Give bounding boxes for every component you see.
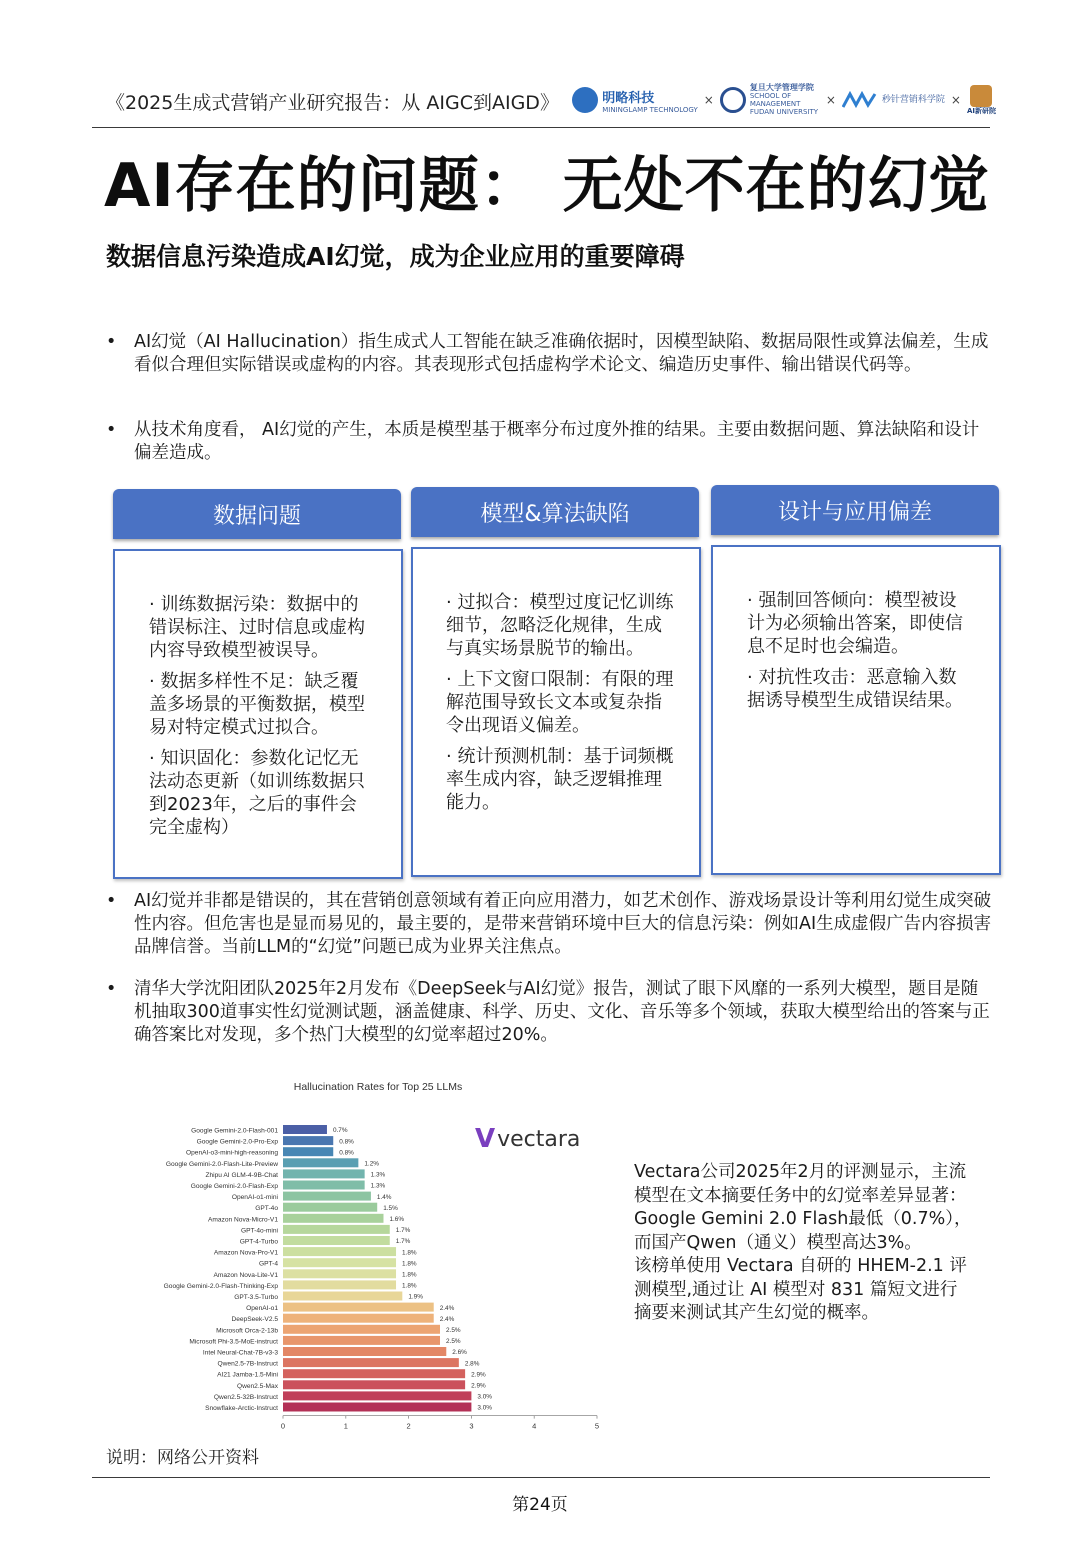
bar-category-label: Qwen2.5-Max — [236, 1382, 278, 1390]
bar-value-label: 3.0% — [477, 1393, 492, 1401]
x-tick-label: 3 — [469, 1421, 474, 1431]
column-header-data: 数据问题 — [113, 489, 401, 539]
bullet-impact — [106, 890, 992, 959]
bar-category-label: Google Gemini-2.0-Pro-Exp — [196, 1138, 278, 1146]
bullet-cause — [106, 419, 992, 465]
bar — [283, 1292, 402, 1301]
miaozhen-wave-icon — [842, 91, 878, 109]
report-title: 《2025生成式营销产业研究报告：从 AIGC到AIGD》 — [106, 92, 559, 114]
mingluo-sub: MININGLAMP TECHNOLOGY — [602, 105, 698, 114]
column-header-design: 设计与应用偏差 — [711, 485, 999, 535]
vectara-v-icon: V — [475, 1124, 496, 1154]
bar-category-label: Amazon Nova-Lite-V1 — [213, 1271, 278, 1279]
bar-category-label: Zhipu AI GLM-4-9B-Chat — [205, 1171, 278, 1179]
bar — [283, 1136, 333, 1145]
column-item: · 训练数据污染：数据中的错误标注、过时信息或虚构内容导致模型被误导。 — [149, 594, 365, 661]
bar — [283, 1236, 390, 1245]
bar-value-label: 1.2% — [364, 1160, 379, 1168]
bar-category-label: GPT-4 — [258, 1260, 278, 1268]
bullet-definition — [106, 331, 992, 377]
bar — [283, 1380, 465, 1389]
bar-value-label: 1.7% — [395, 1227, 411, 1235]
bar-category-label: GPT-3.5-Turbo — [234, 1294, 278, 1301]
chart-title: Hallucination Rates for Top 25 LLMs — [293, 1081, 463, 1093]
bar-category-label: Qwen2.5-7B-Instruct — [217, 1360, 278, 1368]
bar-category-label: GPT-4o-mini — [240, 1227, 278, 1235]
bar — [283, 1247, 396, 1256]
vectara-wordmark: vectara — [497, 1126, 581, 1152]
bar — [283, 1258, 396, 1267]
bullet-dot: • — [106, 891, 117, 911]
column-item: · 对抗性攻击：恶意输入数据诱导模型生成错误结果。 — [747, 667, 963, 711]
bar-category-label: Snowflake-Arctic-Instruct — [205, 1405, 278, 1412]
bar — [283, 1214, 383, 1223]
bar — [283, 1181, 365, 1190]
page-number: 第24页 — [512, 1495, 568, 1515]
bullet-study — [106, 978, 992, 1047]
bar-value-label: 1.3% — [370, 1171, 386, 1179]
bar — [283, 1391, 471, 1400]
miaozhen-logo — [842, 91, 945, 109]
bar-category-label: Microsoft Phi-3.5-MoE-instruct — [189, 1338, 278, 1346]
header-divider — [92, 127, 990, 128]
bar-value-label: 1.8% — [402, 1282, 417, 1290]
bar — [283, 1158, 358, 1167]
bar-category-label: Intel Neural-Chat-7B-v3-3 — [202, 1349, 278, 1357]
fudan-logo — [720, 84, 820, 116]
column-item: · 过拟合：模型过度记忆训练细节，忽略泛化规律，生成与真实场景脱节的输出。 — [446, 592, 674, 659]
bar — [283, 1147, 333, 1156]
source-caption: 说明：网络公开资料 — [106, 1448, 259, 1468]
bar — [283, 1203, 377, 1212]
bullet-text: AI幻觉（AI Hallucination）指生成式人工智能在缺乏准确依据时，因模型缺陷、数据局限性或算法偏差，生成看似合理但实际错误或虚构的内容。其表现形式包括虚构学术论文、编造历史事件、输出错误代码等。 — [134, 332, 989, 375]
bar — [283, 1314, 434, 1323]
bar — [283, 1169, 365, 1178]
bar-value-label: 2.4% — [439, 1304, 455, 1312]
x-tick-label: 4 — [532, 1421, 537, 1431]
x-tick-label: 0 — [280, 1421, 286, 1431]
fudan-sub: SCHOOL OF MANAGEMENT FUDAN UNIVERSITY — [749, 92, 819, 116]
bar-category-label: Google Gemini-2.0-Flash-Exp — [190, 1183, 278, 1190]
bar-value-label: 2.9% — [471, 1382, 486, 1390]
bar-category-label: DeepSeek-V2.5 — [231, 1316, 278, 1324]
ai-institute-mark-icon — [970, 85, 992, 107]
column-item: · 统计预测机制：基于词频概率生成内容，缺乏逻辑推理能力。 — [446, 746, 674, 813]
bullet-dot: • — [106, 420, 117, 440]
mingluo-mark-icon — [572, 87, 598, 113]
bar-category-label: AI21 Jamba-1.5-Mini — [217, 1371, 278, 1379]
bar-value-label: 2.6% — [452, 1349, 467, 1357]
times-separator: × — [825, 93, 836, 107]
bar-value-label: 3.0% — [477, 1404, 492, 1412]
bar-value-label: 1.8% — [402, 1249, 417, 1257]
ai-institute-logo — [967, 85, 996, 115]
bar — [283, 1125, 327, 1134]
fudan-seal-icon — [720, 87, 746, 113]
bar-value-label: 1.9% — [408, 1293, 423, 1301]
bar — [283, 1303, 434, 1312]
bullet-text: 清华大学沈阳团队2025年2月发布《DeepSeek与AI幻觉》报告，测试了眼下风靡的一系列大模型，题目是随机抽取300道事实性幻觉测试题，涵盖健康、科学、历史、文化、音乐等多个领域，获取大模型给出的答案与正确答案比对发现，多个热门大模型的幻觉率超过20%。 — [134, 979, 990, 1045]
bar-value-label: 0.8% — [339, 1138, 354, 1146]
column-box-data — [113, 549, 403, 879]
partner-logos — [572, 84, 996, 116]
x-tick-label: 1 — [343, 1421, 348, 1431]
vectara-note-para: Vectara公司2025年2月的评测显示，主流模型在文本摘要任务中的幻觉率差异显著：Google Gemini 2.0 Flash最低（0.7%），而国产Qwen（通义）模型高达3%。 — [634, 1162, 972, 1253]
bar-value-label: 1.6% — [389, 1216, 405, 1223]
bar-value-label: 1.8% — [402, 1271, 417, 1279]
bar — [283, 1358, 459, 1367]
bar-value-label: 2.9% — [471, 1371, 486, 1379]
column-item: · 知识固化：参数化记忆无法动态更新（如训练数据只到2023年，之后的事件会完全虚构） — [149, 748, 365, 838]
bar-value-label: 2.5% — [446, 1338, 461, 1346]
vectara-logo — [475, 1124, 580, 1154]
bar-category-label: Amazon Nova-Micro-V1 — [208, 1216, 278, 1224]
bar-value-label: 2.4% — [439, 1315, 455, 1323]
bullet-dot: • — [106, 979, 117, 999]
x-tick-label: 2 — [406, 1421, 411, 1431]
page-subtitle: 数据信息污染造成AI幻觉，成为企业应用的重要障碍 — [106, 242, 685, 271]
bar — [283, 1269, 396, 1278]
bullet-dot: • — [106, 332, 117, 352]
bar-value-label: 2.8% — [464, 1360, 480, 1368]
footer-divider — [92, 1477, 990, 1478]
bar-category-label: Google Gemini-2.0-Flash-001 — [191, 1127, 278, 1135]
bar — [283, 1325, 440, 1334]
bar-value-label: 1.5% — [383, 1204, 398, 1212]
ai-institute-name: AI新研院 — [966, 107, 996, 115]
bar — [283, 1280, 396, 1289]
bar — [283, 1369, 465, 1378]
bar — [283, 1403, 471, 1412]
bar-value-label: 1.7% — [395, 1238, 411, 1246]
bar — [283, 1336, 440, 1345]
bar-category-label: OpenAI-o1-mini — [231, 1194, 278, 1202]
bar-value-label: 1.4% — [376, 1193, 392, 1201]
bar-category-label: Google Gemini-2.0-Flash-Lite-Preview — [165, 1160, 278, 1168]
mingluo-logo — [572, 87, 698, 114]
bar — [283, 1347, 446, 1356]
bar-category-label: Amazon Nova-Pro-V1 — [213, 1249, 278, 1257]
bar-value-label: 2.5% — [446, 1327, 461, 1334]
page-title: AI存在的问题： 无处不在的幻觉 — [104, 151, 990, 221]
miaozhen-name: 秒针营销科学院 — [881, 95, 945, 105]
bar-value-label: 0.8% — [339, 1149, 354, 1157]
column-header-model: 模型&算法缺陷 — [411, 487, 699, 537]
times-separator: × — [703, 93, 714, 107]
bar-value-label: 0.7% — [332, 1127, 348, 1135]
vectara-note-para: 该榜单使用 Vectara 自研的 HHEM-2.1 评测模型,通过让 AI 模型对 831 篇短文进行摘要来测试其产生幻觉的概率。 — [634, 1256, 967, 1323]
bar-category-label: Qwen2.5-32B-Instruct — [213, 1393, 278, 1401]
x-tick-label: 5 — [594, 1421, 600, 1431]
mingluo-name: 明略科技 — [602, 90, 655, 106]
bar-category-label: Microsoft Orca-2-13b — [216, 1327, 278, 1335]
bullet-text: 从技术角度看， AI幻觉的产生，本质是模型基于概率分布过度外推的结果。主要由数据问题、算法缺陷和设计偏差造成。 — [134, 420, 980, 463]
bullet-text: AI幻觉并非都是错误的，其在营销创意领域有着正向应用潜力，如艺术创作、游戏场景设计等利用幻觉生成突破性内容。但危害也是显而易见的，最主要的，是带来营销环境中巨大的信息污染：例如AI生成虚假广告内容损害品牌信誉。当前LLM的“幻觉”问题已成为业界关注焦点。 — [134, 891, 992, 957]
bar — [283, 1225, 390, 1234]
column-box-model — [411, 547, 701, 877]
bar — [283, 1192, 371, 1201]
column-item: · 数据多样性不足：缺乏覆盖多场景的平衡数据，模型易对特定模式过拟合。 — [149, 671, 365, 738]
times-separator: × — [950, 93, 961, 107]
bar-value-label: 1.3% — [370, 1182, 386, 1190]
bar-value-label: 1.8% — [402, 1260, 417, 1268]
vectara-note — [634, 1161, 974, 1326]
bar-category-label: OpenAI-o1 — [246, 1305, 278, 1313]
column-item: · 强制回答倾向：模型被设计为必须输出答案，即使信息不足时也会编造。 — [747, 590, 963, 657]
column-box-design — [711, 545, 1001, 875]
bar-category-label: Google Gemini-2.0-Flash-Thinking-Exp — [163, 1282, 278, 1290]
bar-category-label: OpenAI-o3-mini-high-reasoning — [186, 1149, 278, 1157]
bar-category-label: GPT-4o — [255, 1205, 278, 1213]
column-item: · 上下文窗口限制：有限的理解范围导致长文本或复杂指令出现语义偏差。 — [446, 669, 674, 736]
fudan-name: 复旦大学管理学院 — [749, 83, 814, 92]
bar-category-label: GPT-4-Turbo — [239, 1238, 278, 1246]
